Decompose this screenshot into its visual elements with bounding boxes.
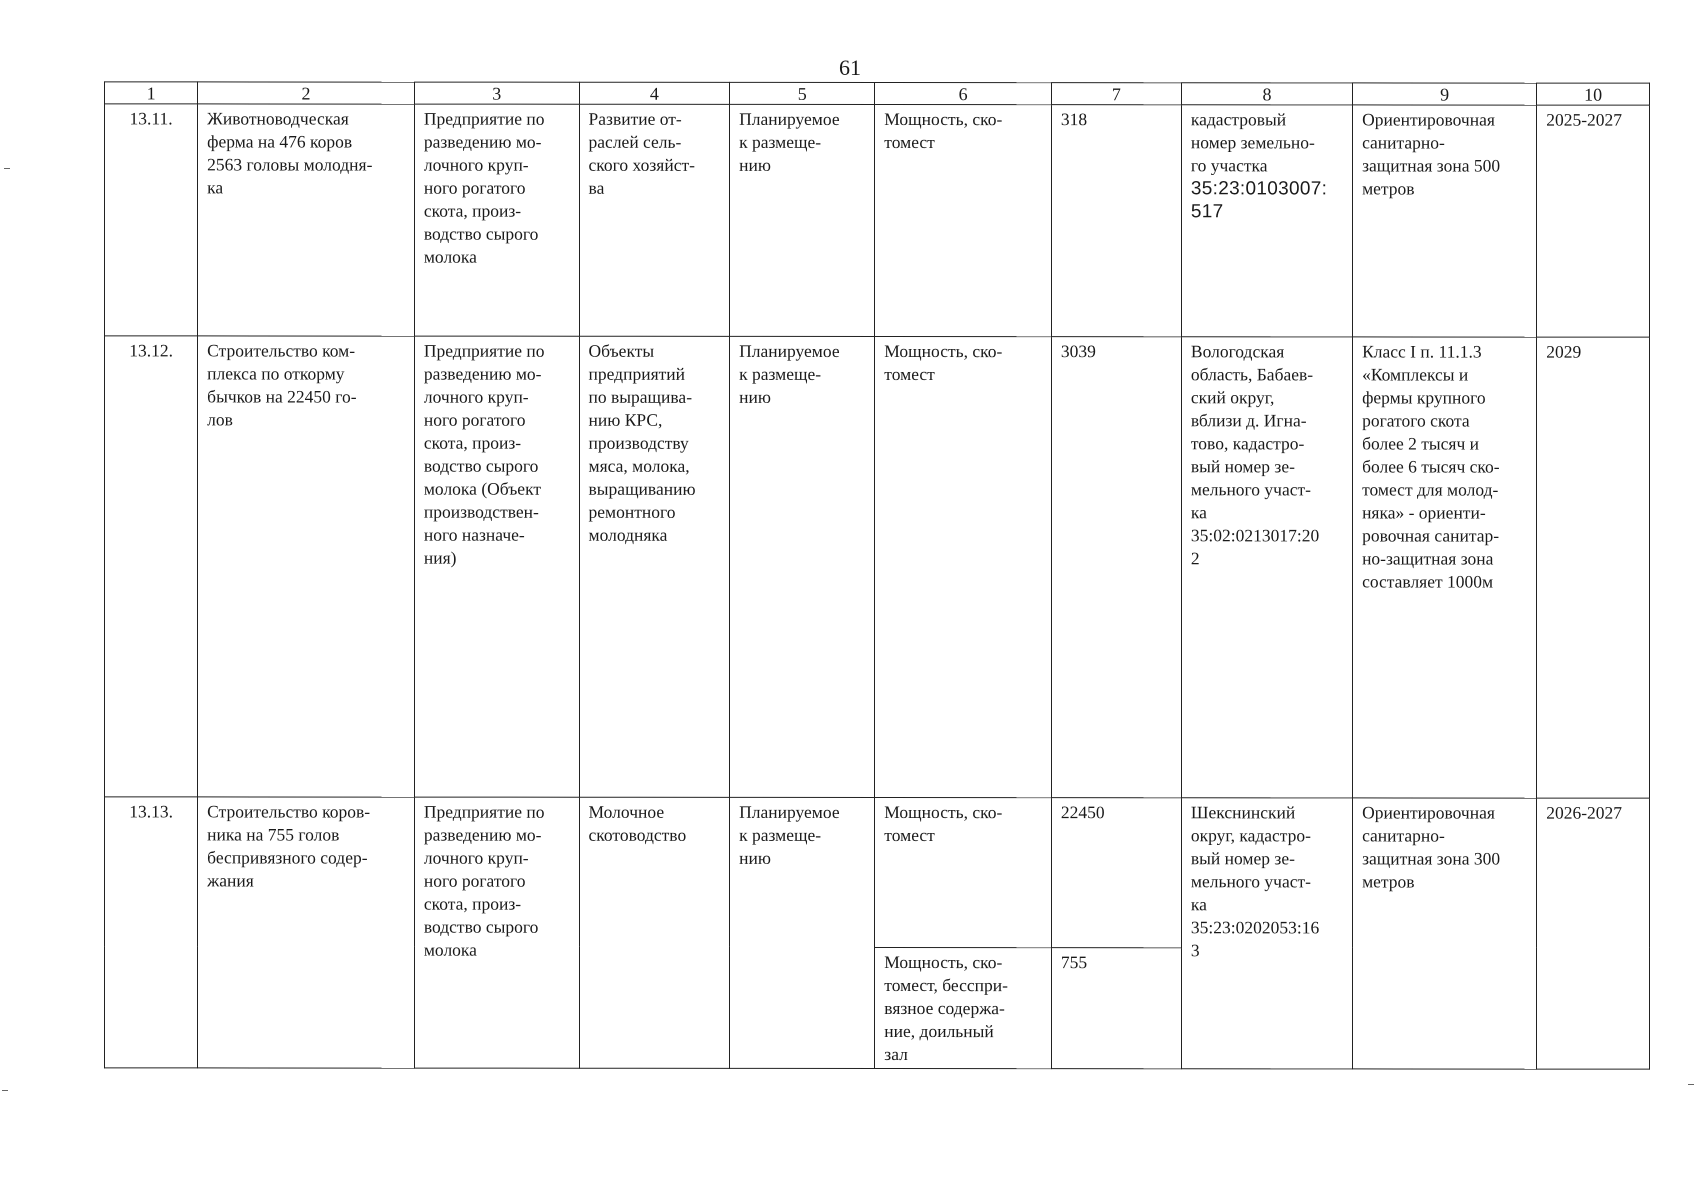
row-number: 13.12. — [105, 336, 198, 798]
capacity-label: Мощность, ско- томест — [875, 798, 1052, 948]
scan-margin-mark — [2, 1090, 8, 1091]
sanitary-zone: Ориентировочная санитарно- защитная зона 500 метров — [1353, 105, 1537, 337]
object-name: Строительство ком- плекса по откорму бычков на 22450 го- лов — [198, 336, 415, 798]
object-status: Планируемое к размеще- нию — [730, 104, 875, 336]
table-row — [105, 104, 1650, 337]
scan-margin-mark — [4, 168, 10, 169]
col-header-2: 2 — [198, 82, 415, 104]
sanitary-zone: Класс I п. 11.1.3 «Комплексы и фермы крупного рогатого скота более 2 тысяч и более 6 тысяч ско- томест для молод- няка» - ориенти- ровочная санитар- но-защитная зона составляет 1000м — [1353, 337, 1537, 799]
col-header-7: 7 — [1051, 83, 1181, 105]
object-name: Строительство коров- ника на 755 голов беспривязного содер- жания — [198, 797, 415, 1068]
object-purpose: Объекты предприятий по выращива- нию КРС, производству мяса, молока, выращиванию ремонтного молодняка — [579, 336, 730, 798]
col-header-9: 9 — [1353, 83, 1537, 105]
header-row — [105, 82, 1650, 105]
scan-margin-mark — [1688, 1084, 1694, 1085]
col-header-1: 1 — [105, 82, 198, 104]
sanitary-zone: Ориентировочная санитарно- защитная зона 300 метров — [1353, 798, 1537, 1069]
capacity-label: Мощность, ско- томест — [875, 336, 1052, 798]
capacity-value: 318 — [1051, 105, 1181, 337]
object-name: Животноводческая ферма на 476 коров 2563 головы молодня- ка — [198, 104, 415, 336]
col-header-3: 3 — [414, 82, 579, 104]
table-row — [105, 336, 1650, 799]
object-purpose: Развитие от- раслей сель- ского хозяйст- ва — [579, 104, 730, 336]
page-number: 61 — [839, 55, 861, 80]
row-number: 13.13. — [105, 797, 198, 1068]
col-header-10: 10 — [1537, 83, 1650, 105]
object-status: Планируемое к размеще- нию — [730, 336, 875, 798]
location-cell: Шекснинский округ, кадастро- вый номер зе- мельного участ- ка 35:23:0202053:16 3 — [1181, 798, 1352, 1069]
col-header-6: 6 — [875, 82, 1052, 104]
capacity-label-secondary: Мощность, ско- томест, бесспри- вязное содержа- ние, доильный зал — [875, 947, 1052, 1069]
capacity-value: 3039 — [1051, 336, 1181, 798]
col-header-4: 4 — [579, 82, 730, 104]
capacity-value: 22450 — [1051, 798, 1181, 948]
enterprise-type: Предприятие по разведению мо- лочного круп- ного рогатого скота, произ- водство сырого молока — [414, 104, 579, 336]
table-row — [105, 797, 1650, 948]
document-table-wrapper — [104, 81, 1650, 1069]
enterprise-type: Предприятие по разведению мо- лочного круп- ного рогатого скота, произ- водство сырого молока (Объект производствен- ного назначе- ния) — [414, 336, 579, 798]
col-header-8: 8 — [1181, 83, 1352, 105]
capacity-label: Мощность, ско- томест — [875, 104, 1052, 336]
cadastral-number: 35:23:0103007: 517 — [1190, 178, 1328, 223]
capacity-value-secondary: 755 — [1051, 947, 1181, 1069]
implementation-period: 2029 — [1537, 337, 1650, 799]
objects-table — [104, 81, 1650, 1069]
col-header-5: 5 — [730, 82, 875, 104]
location-text: кадастровый номер земельно- го участка — [1190, 109, 1315, 176]
object-purpose: Молочное скотоводство — [579, 797, 730, 1068]
object-status: Планируемое к размеще- нию — [730, 798, 875, 1069]
enterprise-type: Предприятие по разведению мо- лочного круп- ного рогатого скота, произ- водство сырого молока — [414, 797, 579, 1068]
row-number: 13.11. — [105, 104, 198, 336]
location-cell: Вологодская область, Бабаев- ский округ, вблизи д. Игна- тово, кадастро- вый номер зе- мельного участ- ка 35:02:0213017:20 2 — [1181, 336, 1352, 798]
implementation-period: 2025-2027 — [1537, 105, 1650, 337]
location-cell — [1181, 105, 1352, 337]
implementation-period: 2026-2027 — [1537, 798, 1650, 1069]
